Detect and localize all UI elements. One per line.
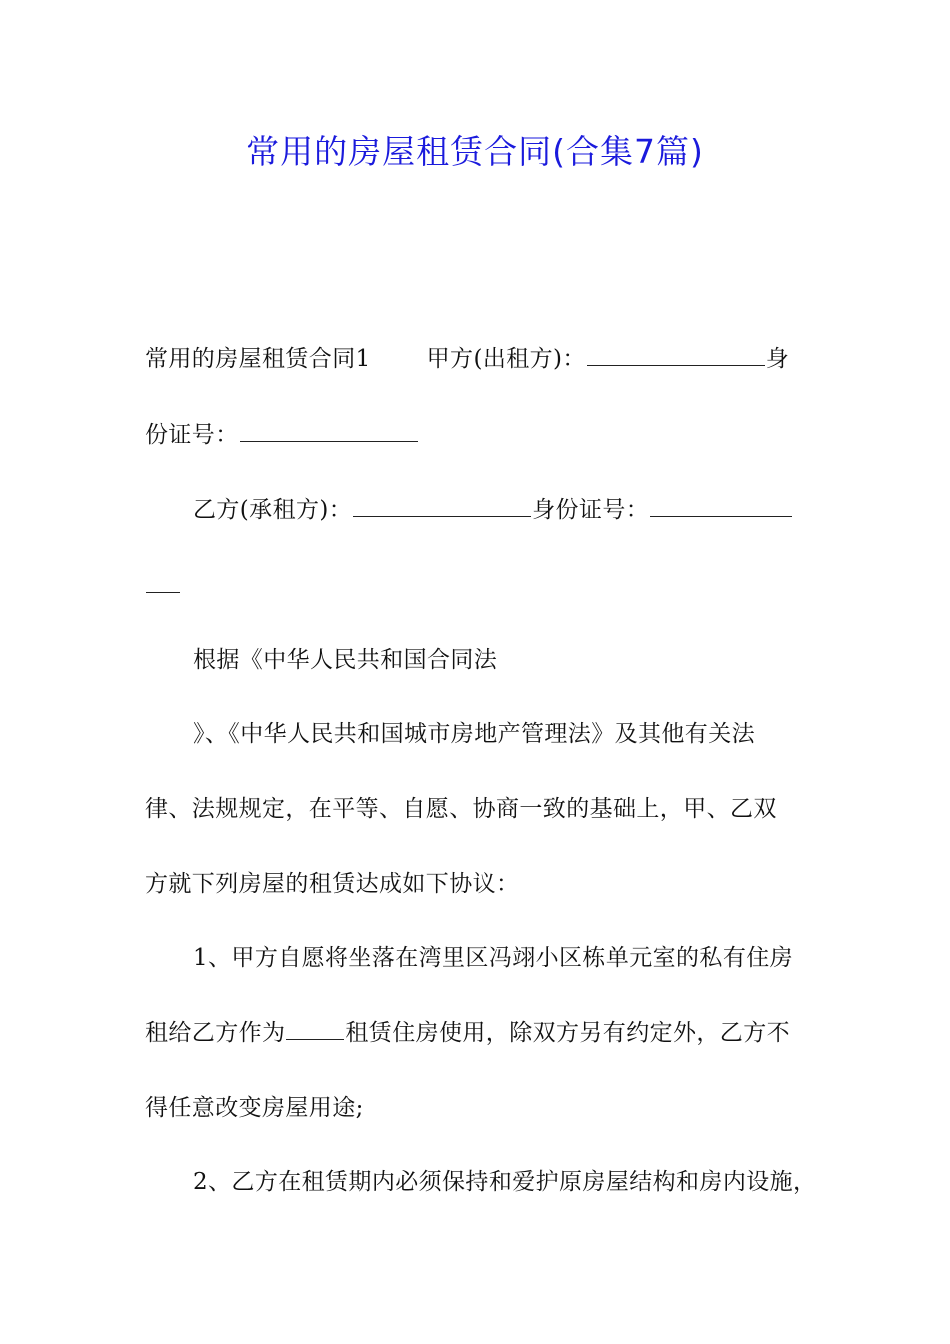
page-title: 常用的房屋租赁合同(合集7篇) <box>246 132 704 171</box>
party-a-name-blank[interactable] <box>587 345 765 366</box>
item-1-line-2 <box>145 1017 790 1049</box>
item-1-text-b: 租赁住房使用，除双方另有约定外，乙方不 <box>345 1020 791 1046</box>
party-a-id-blank[interactable] <box>240 421 418 442</box>
party-b-id-blank[interactable] <box>650 496 792 517</box>
party-b-name-blank[interactable] <box>353 496 531 517</box>
item-1-line-1: 1、甲方自愿将坐落在湾里区冯翊小区栋单元室的私有住房 <box>193 945 794 971</box>
item-2-line-1: 2、乙方在租赁期内必须保持和爱护原房屋结构和房内设施， <box>193 1169 817 1195</box>
party-b-id-continuation <box>145 570 181 602</box>
party-a-label: 甲方(出租方)： <box>426 346 586 372</box>
contract-heading-line <box>145 343 789 375</box>
party-a-id-line <box>145 419 419 451</box>
party-b-label: 乙方(承租方)： <box>193 497 353 523</box>
usage-blank[interactable] <box>286 1019 344 1040</box>
item-1-line-3: 得任意改变房屋用途; <box>145 1095 364 1121</box>
party-a-id-label-start: 身 <box>765 346 790 372</box>
party-a-id-label: 份证号： <box>145 422 239 448</box>
party-b-id-blank-cont[interactable] <box>146 572 180 593</box>
party-b-id-label: 身份证号： <box>532 497 650 523</box>
basis-line-3: 律、法规规定，在平等、自愿、协商一致的基础上，甲、乙双 <box>145 796 777 822</box>
basis-line-4: 方就下列房屋的租赁达成如下协议： <box>145 871 520 897</box>
contract-heading: 常用的房屋租赁合同1 <box>145 346 371 372</box>
basis-line-2: 》、《中华人民共和国城市房地产管理法》及其他有关法 <box>193 721 755 747</box>
item-1-text-a: 租给乙方作为 <box>145 1020 286 1046</box>
basis-line-1: 根据《中华人民共和国合同法 <box>193 647 498 673</box>
party-b-line <box>193 494 793 526</box>
